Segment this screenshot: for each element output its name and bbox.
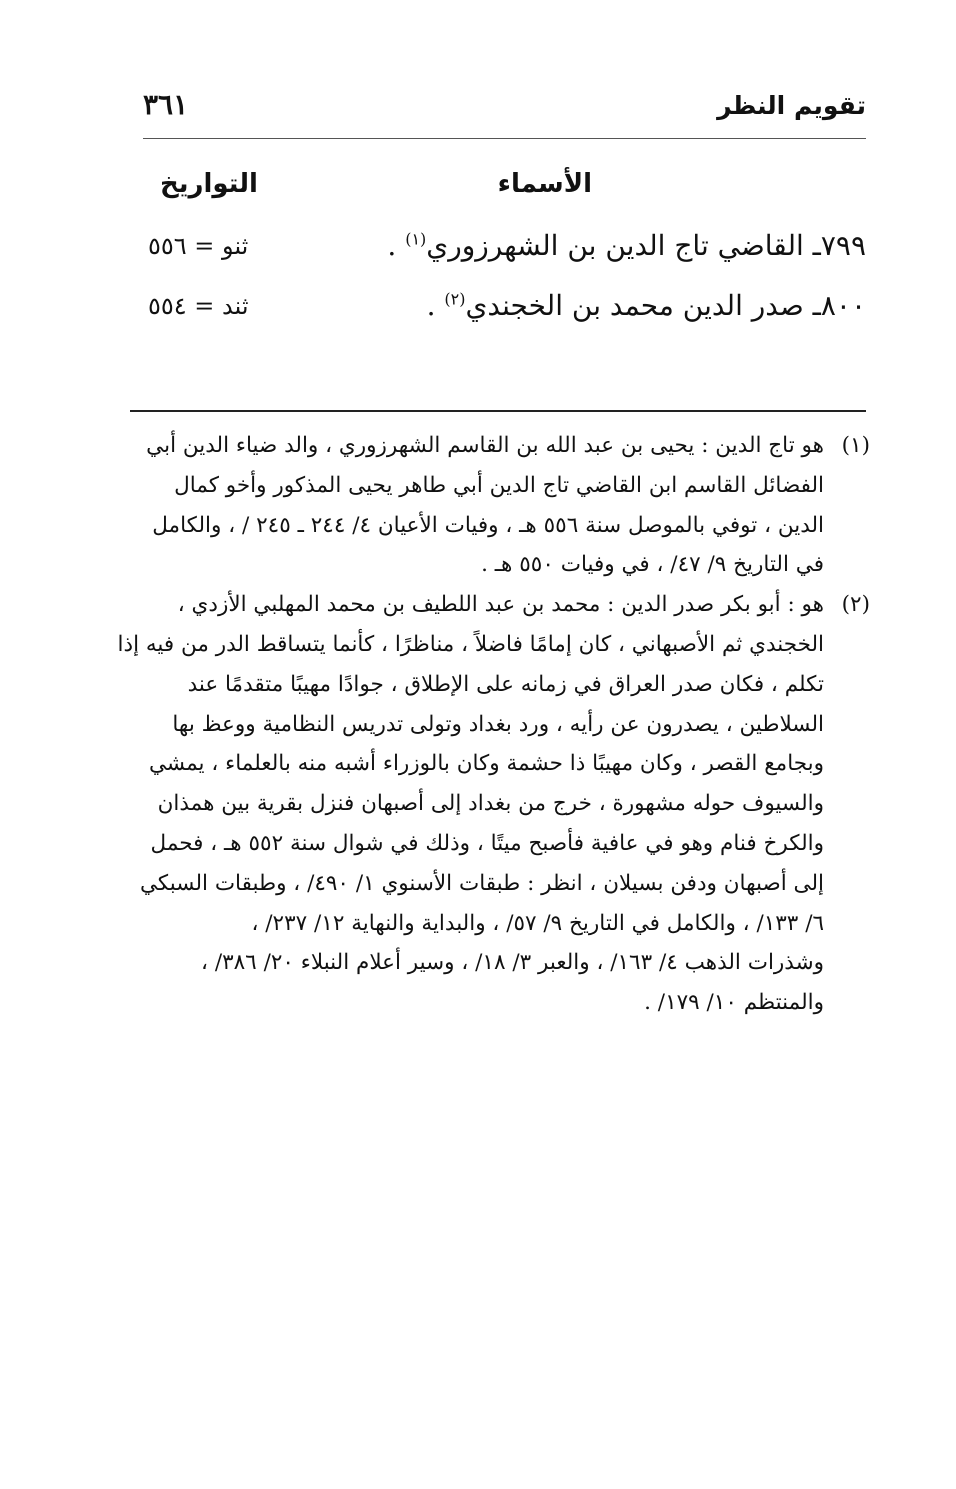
- footnote-line: الدين ، توفي بالموصل سنة ٥٥٦ هـ ، وفيات الأعيان ٤/ ٢٤٤ ـ ٢٤٥ / ، والكامل: [152, 512, 824, 538]
- footnote-ref: (١): [405, 229, 427, 249]
- footnote-line: الخجندي ثم الأصبهاني ، كان إمامًا فاضلاً ، مناظرًا ، كأنما يتساقط الدر من فيه إذا: [117, 631, 824, 657]
- entry-name-text: ٧٩٩ـ القاضي تاج الدين بن الشهرزوري: [426, 229, 866, 262]
- dates-column-heading: التواريخ: [160, 169, 258, 199]
- footnote-line: في التاريخ ٩/ ٤٧/ ، في وفيات ٥٥٠ هـ .: [481, 552, 824, 578]
- footnote-number: (١): [841, 433, 870, 458]
- footnote-line: والكرخ فنام وهو في عافية فأصبح ميتًا ، وذلك في شوال سنة ٥٥٢ هـ ، فحمل: [150, 830, 824, 856]
- entry-end: .: [426, 289, 445, 322]
- page-number: ٣٦١: [143, 88, 189, 121]
- footnote-separator: [130, 410, 866, 412]
- footnote-line: وبجامع القصر ، وكان مهيبًا ذا حشمة وكان بالوزراء أشبه منه بالعلماء ، يمشي: [149, 751, 824, 777]
- footnote-line: تكلم ، فكان صدر العراق في زمانه على الإطلاق ، جوادًا مهيبًا متقدمًا عند: [187, 671, 824, 697]
- footnote-line: الفضائل القاسم ابن القاضي تاج الدين أبي طاهر يحيى المذكور وأخو كمال: [174, 472, 824, 498]
- entry-name: [387, 226, 866, 266]
- entry-name: [427, 286, 866, 326]
- table-headers: [150, 167, 859, 207]
- footnote-line: هو : أبو بكر صدر الدين : محمد بن عبد اللطيف بن محمد المهلبي الأزدي ،: [177, 592, 824, 618]
- footnote-ref: (٢): [444, 289, 466, 309]
- table-row: [140, 226, 866, 270]
- footnotes: [117, 426, 870, 1023]
- footnote-2: [117, 585, 870, 1023]
- footnote-line: وشذرات الذهب ٤/ ١٦٣/ ، والعبر ٣/ ١٨/ ، وسير أعلام النبلاء ٢٠/ ٣٨٦/ ،: [201, 950, 824, 976]
- entry-date: ثنو = ٥٥٦: [148, 232, 249, 260]
- entry-name-text: ٨٠٠ـ صدر الدين محمد بن الخجندي: [465, 289, 866, 322]
- table-row: [140, 286, 866, 330]
- footnote-line: ٦/ ١٣٣/ ، والكامل في التاريخ ٩/ ٥٧/ ، والبداية والنهاية ١٢/ ٢٣٧/ ،: [251, 910, 824, 936]
- footnote-number: (٢): [841, 592, 870, 618]
- footnote-line: هو تاج الدين : يحيى بن عبد الله بن القاسم الشهرزوري ، والد ضياء الدين أبي: [146, 433, 824, 458]
- entry-date: ثند = ٥٥٤: [148, 292, 249, 320]
- footnote-line: والسيوف حوله مشهورة ، خرج من بغداد إلى أصبهان فنزل بقرية بين همذان: [157, 791, 824, 817]
- running-title: تقويم النظر: [717, 91, 866, 120]
- names-column-heading: الأسماء: [497, 169, 592, 199]
- footnote-1: [128, 426, 870, 585]
- header-rule: [143, 138, 866, 139]
- footnote-line: والمنتظم ١٠/ ١٧٩/ .: [644, 990, 824, 1016]
- footnote-line: السلاطين ، يصدرون عن رأيه ، ورد بغداد وتولى تدريس النظامية ووعظ بها: [172, 711, 824, 737]
- entry-end: .: [387, 229, 406, 262]
- footnote-line: إلى أصبهان ودفن بسيلان ، انظر : طبقات الأسنوي ١/ ٤٩٠/ ، وطبقات السبكي: [140, 870, 824, 896]
- running-head: [143, 88, 866, 128]
